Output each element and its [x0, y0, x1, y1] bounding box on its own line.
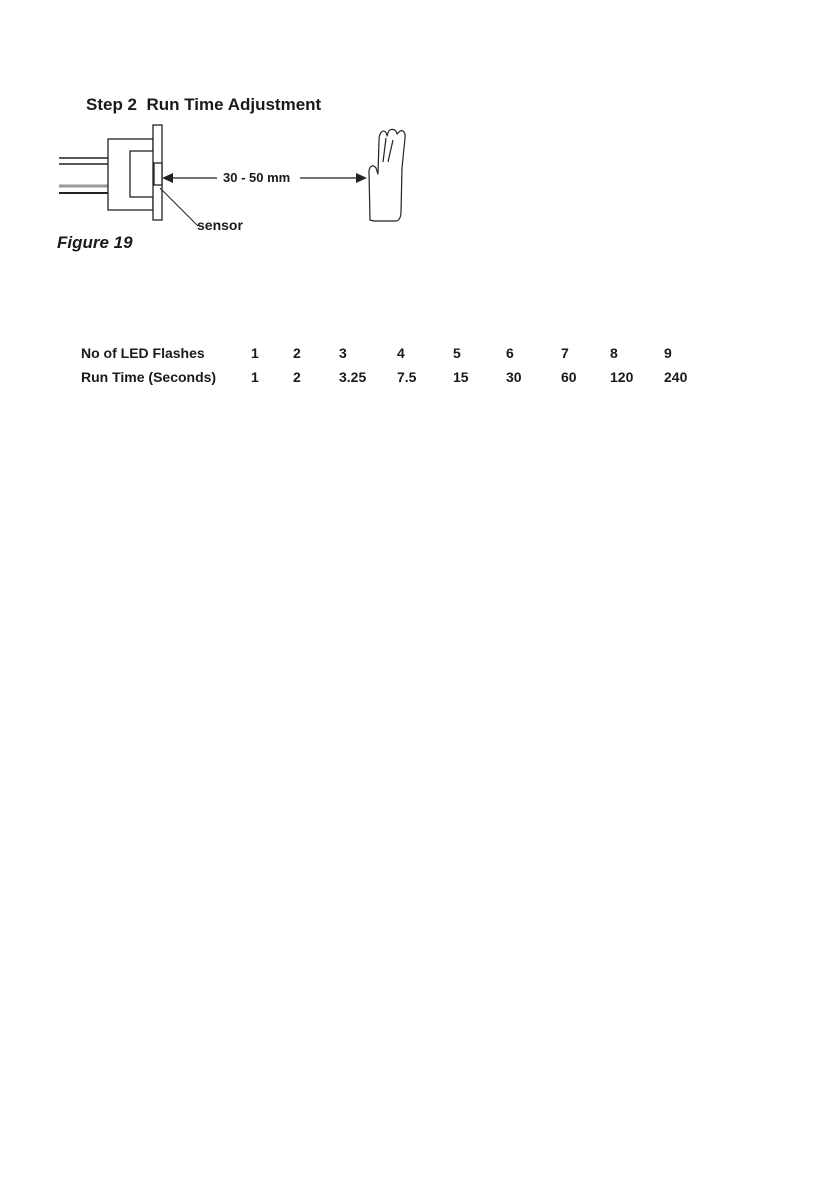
- sensor-lens: [154, 163, 162, 185]
- table-cell: 6: [506, 345, 514, 361]
- table-cell: 2: [293, 369, 301, 385]
- table-cell: 7.5: [397, 369, 417, 385]
- table-cell: 2: [293, 345, 301, 361]
- figure-caption: Figure 19: [57, 233, 133, 252]
- table-cell: 9: [664, 345, 672, 361]
- table-cell: 3.25: [339, 369, 367, 385]
- sensor-diagram: [0, 0, 840, 260]
- distance-label: 30 - 50 mm: [223, 170, 291, 185]
- table-cell: 4: [397, 345, 405, 361]
- table-cell: 1: [251, 369, 259, 385]
- sensor-body: [130, 151, 154, 197]
- table-cell: 1: [251, 345, 259, 361]
- table-cell: 120: [610, 369, 634, 385]
- row-header-led-flashes: No of LED Flashes: [81, 345, 205, 361]
- section-title: Step 2 Run Time Adjustment: [86, 95, 322, 114]
- hand-icon: [369, 129, 405, 221]
- table-cell: 30: [506, 369, 522, 385]
- table-cell: 8: [610, 345, 618, 361]
- table-cell: 7: [561, 345, 569, 361]
- table-cell: 5: [453, 345, 461, 361]
- sensor-leader-line: [160, 188, 198, 226]
- sensor-label: sensor: [197, 217, 243, 233]
- table-cell: 60: [561, 369, 577, 385]
- table-cell: 15: [453, 369, 469, 385]
- table-cell: 3: [339, 345, 347, 361]
- row-header-run-time: Run Time (Seconds): [81, 369, 217, 385]
- table-cell: 240: [664, 369, 688, 385]
